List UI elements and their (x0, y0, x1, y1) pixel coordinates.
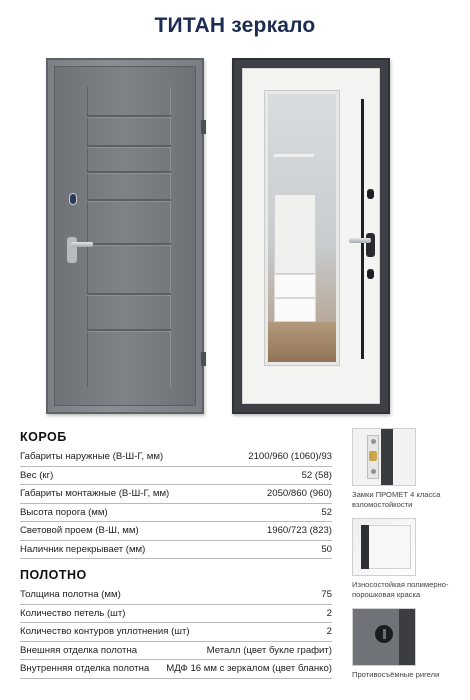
spec-row (20, 623, 332, 642)
spec-row (20, 541, 332, 560)
spec-row (20, 660, 332, 679)
spec-value: 2050/860 (960) (266, 488, 332, 500)
spec-value: МДФ 16 мм с зеркалом (цвет бланко) (166, 663, 332, 675)
feature-caption: Противосъёмные ригели (352, 670, 440, 679)
spec-value: 2 (326, 626, 332, 638)
door-outer-panel (87, 87, 171, 387)
spec-value: 2100/960 (1060)/93 (248, 451, 332, 463)
spec-row (20, 642, 332, 661)
leaf-spec-rows (20, 586, 332, 679)
mirror-reflection-floor (268, 322, 336, 362)
spec-row (20, 586, 332, 605)
spec-row (20, 605, 332, 624)
section-heading-box: КОРОБ (20, 430, 67, 444)
spec-row (20, 467, 332, 486)
mirror-reflection-drawer (274, 298, 316, 322)
door-images (0, 56, 470, 421)
features-column (352, 428, 464, 688)
door-groove (87, 243, 171, 245)
spec-value: 52 (58) (301, 469, 332, 481)
spec-value: Металл (цвет букле графит) (206, 644, 332, 656)
spec-value: 2 (326, 607, 332, 619)
mirror-reflection-shelf (274, 154, 314, 157)
feature-item (352, 428, 464, 510)
door-groove (87, 293, 171, 295)
spec-label: Высота порога (мм) (20, 506, 108, 518)
lock-cylinder-icon (367, 269, 374, 279)
spec-label: Количество петель (шт) (20, 607, 126, 619)
box-spec-rows (20, 448, 332, 559)
feature-item (352, 518, 464, 600)
spec-label: Световой проем (В-Ш, мм) (20, 525, 139, 537)
spec-label: Количество контуров уплотнения (шт) (20, 626, 190, 638)
spec-value: 52 (321, 506, 332, 518)
feature-item (352, 608, 464, 680)
spec-label: Внешняя отделка полотна (20, 644, 138, 656)
hinge-icon (201, 120, 206, 134)
door-handle-icon (71, 242, 93, 247)
spec-row (20, 485, 332, 504)
feature-caption: Замки ПРОМЕТ 4 класса взломостойкости (352, 490, 441, 509)
hinge-icon (201, 352, 206, 366)
spec-value: 50 (321, 543, 332, 555)
door-inner-view (232, 58, 390, 414)
anti-removal-bolts-icon (352, 608, 416, 666)
paint-coating-icon (352, 518, 416, 576)
spec-value: 1960/723 (823) (266, 525, 332, 537)
spec-row (20, 504, 332, 523)
spec-row (20, 448, 332, 467)
spec-label: Наличник перекрывает (мм) (20, 543, 146, 555)
door-outer-leaf (54, 66, 196, 406)
door-handle-icon (349, 238, 371, 243)
door-groove (87, 115, 171, 117)
door-groove (87, 145, 171, 147)
spec-label: Толщина полотна (мм) (20, 589, 121, 601)
handle-plate-icon (67, 237, 77, 263)
door-groove (87, 199, 171, 201)
door-mirror (265, 91, 339, 365)
door-groove (87, 171, 171, 173)
mirror-reflection-drawer (274, 274, 316, 298)
spec-label: Габариты монтажные (В-Ш-Г, мм) (20, 488, 170, 500)
lock-cylinder-icon (367, 189, 374, 199)
door-outer-view (46, 58, 204, 414)
spec-label: Вес (кг) (20, 469, 54, 481)
specs-table (20, 430, 332, 679)
feature-caption: Износостойкая полимерно-порошковая краска (352, 580, 449, 599)
handle-plate-icon (366, 233, 375, 257)
door-black-inlay (361, 99, 364, 359)
spec-value: 75 (321, 589, 332, 601)
spec-row (20, 522, 332, 541)
door-groove (87, 329, 171, 331)
door-inner-leaf (242, 68, 380, 404)
spec-label: Внутренняя отделка полотна (20, 663, 150, 675)
lock-mechanism-icon (352, 428, 416, 486)
page-title: ТИТАН зеркало (154, 14, 316, 37)
lock-cylinder-icon (69, 193, 77, 205)
spec-label: Габариты наружные (В-Ш-Г, мм) (20, 451, 164, 463)
section-heading-leaf: ПОЛОТНО (20, 568, 87, 582)
mirror-reflection-cabinet (274, 194, 316, 274)
